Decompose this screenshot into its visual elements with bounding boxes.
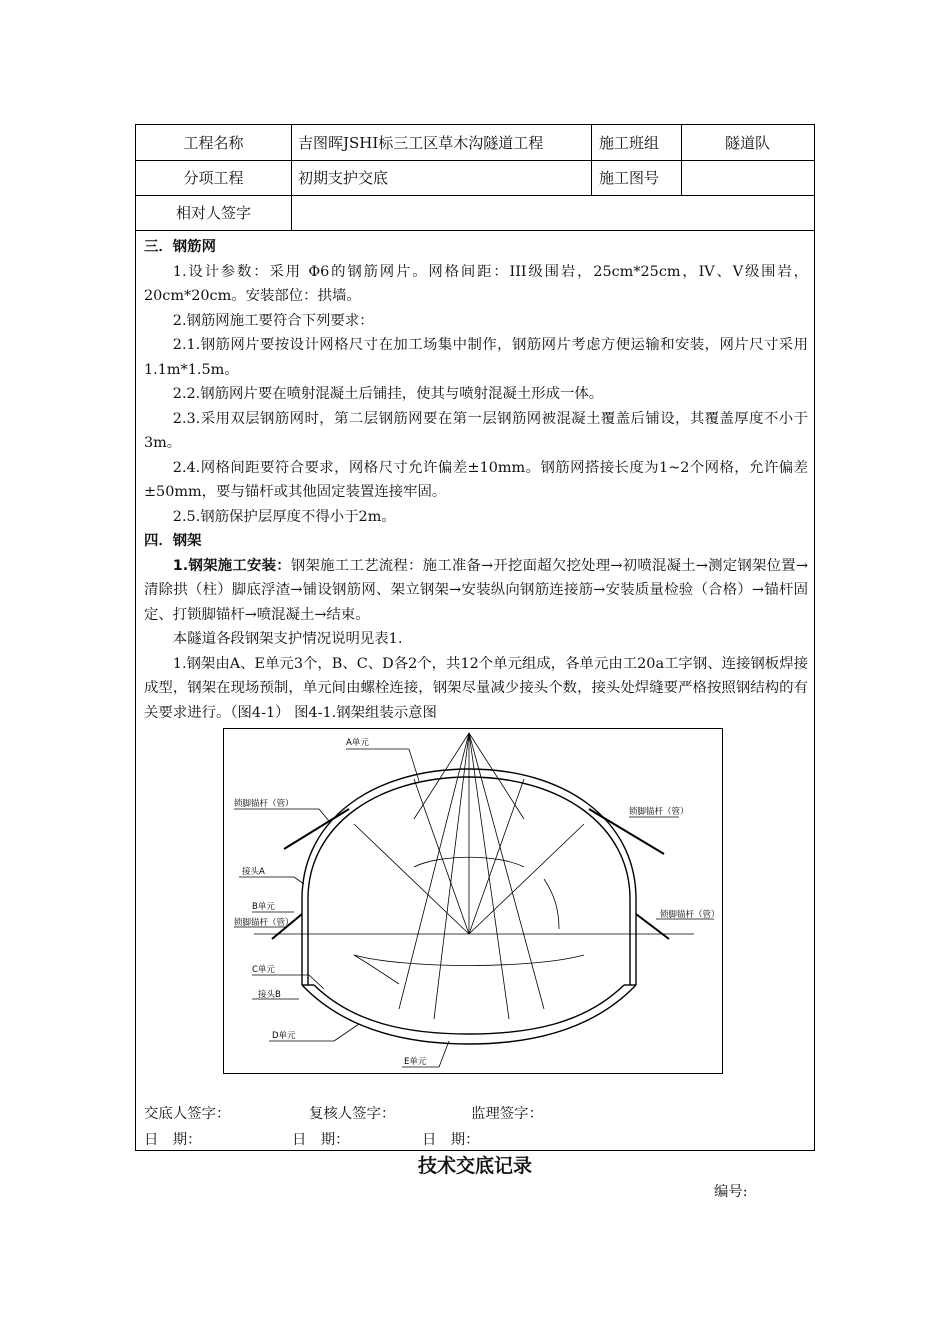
section-4-para-3: 1.钢架由A、E单元3个，B、C、D各2个，共12个单元组成，各单元由工20a工字钢、连接钢板焊接成型，钢架在现场预制，单元间由螺栓连接，钢架尽量减少接头个数，接头处焊缝要严格按照钢结构的有关要求进行。（图4-1） 图4-1.钢架组装示意图 xyxy=(144,655,808,721)
supervisor-sign: 监理签字： xyxy=(471,1106,543,1122)
reviewer-sign: 复核人签字： xyxy=(309,1106,396,1122)
disclosure-sheet xyxy=(135,124,815,1151)
outer-invert xyxy=(302,985,636,1044)
presenter-sign: 交底人签字： xyxy=(144,1106,231,1122)
signature-line xyxy=(144,1101,543,1127)
steel-frame-drawing xyxy=(224,729,722,1073)
label-e-unit: E单元 xyxy=(404,1057,427,1067)
steel-frame-diagram xyxy=(223,728,723,1074)
label-a-unit: A单元 xyxy=(346,738,369,748)
date-line xyxy=(144,1127,543,1153)
section-4-title: 四．钢架 xyxy=(144,533,202,549)
signature-area xyxy=(144,1101,543,1153)
section-3-title: 三．钢筋网 xyxy=(144,239,216,255)
date-2: 日 期： xyxy=(292,1132,350,1148)
label-joint-b: 接头B xyxy=(258,990,281,1000)
label-b-unit: B单元 xyxy=(252,902,275,912)
team-label: 施工班组 xyxy=(599,134,660,152)
drawing-label: 施工图号 xyxy=(599,169,660,187)
drawing-value xyxy=(681,160,814,195)
document-number-label: 编号: xyxy=(714,1184,748,1200)
project-label: 工程名称 xyxy=(183,134,244,152)
header-row-signature xyxy=(136,195,814,231)
label-bolt-left-1: 锁脚锚杆（管） xyxy=(234,799,294,809)
disclosure-body xyxy=(144,235,808,725)
section-3-para-1: 1.设计参数：采用 Φ6的钢筋网片。网格间距：III级围岩，25cm*25cm，IV、V级围岩，20cm*20cm。安装部位：拱墙。 xyxy=(144,263,808,304)
section-3-para-3: 2.1.钢筋网片要按设计网格尺寸在加工场集中制作，钢筋网片考虑方便运输和安装，网片尺寸采用1.1m*1.5m。 xyxy=(144,337,808,378)
label-bolt-right-2: 锁脚锚杆（管） xyxy=(660,910,720,920)
section-3-para-7: 2.5.钢筋保护层厚度不得小于2m。 xyxy=(172,508,396,525)
document-title: 技术交底记录 xyxy=(417,1155,532,1177)
related-sign-label: 相对人签字 xyxy=(175,204,251,222)
header-row-project xyxy=(136,125,814,161)
subproject-value: 初期支护交底 xyxy=(298,169,389,187)
section-4-para-2: 本隧道各段钢架支护情况说明见表1. xyxy=(172,631,403,647)
header-row-subproject xyxy=(136,160,814,196)
date-3: 日 期： xyxy=(422,1132,480,1148)
project-value: 吉图晖JSHI标三工区草木沟隧道工程 xyxy=(298,134,544,152)
section-4-flow: 钢架施工工艺流程：施工准备→开挖面超欠挖处理→初喷混凝土→测定钢架位置→清除拱（柱）脚底浮渣→铺设钢筋网、架立钢架→安装纵向钢筋连接筋→安装质量检验（合格）→锚杆固定、打锁脚锚杆→喷混凝土→结束。 xyxy=(144,557,808,623)
date-1: 日 期： xyxy=(144,1132,202,1148)
related-sign-value xyxy=(298,195,798,230)
inner-invert xyxy=(314,985,624,1034)
label-joint-a: 接头A xyxy=(242,867,265,877)
team-value: 隧道队 xyxy=(724,134,770,152)
section-3-para-2: 2.钢筋网施工要符合下列要求： xyxy=(172,312,374,329)
section-4-para-1 xyxy=(144,554,808,628)
section-3-para-5: 2.3.采用双层钢筋网时，第二层钢筋网要在第一层钢筋网被混凝土覆盖后铺设，其覆盖厚度不小于3m。 xyxy=(144,410,808,451)
label-c-unit: C单元 xyxy=(252,965,275,975)
subproject-label: 分项工程 xyxy=(183,169,244,187)
section-4-lead: 1.钢架施工安装： xyxy=(172,557,291,574)
label-bolt-left-2: 锁脚锚杆（管） xyxy=(234,918,294,928)
section-3-para-4: 2.2.钢筋网片要在喷射混凝土后铺挂，使其与喷射混凝土形成一体。 xyxy=(172,386,604,402)
section-3-para-6: 2.4.网格间距要符合要求，网格尺寸允许偏差±10mm。钢筋网搭接长度为1~2个网格，允许偏差±50mm，要与锚杆或其他固定装置连接牢固。 xyxy=(144,459,808,500)
label-bolt-right-1: 锁脚锚杆（管） xyxy=(629,807,689,817)
label-d-unit: D单元 xyxy=(272,1031,296,1041)
